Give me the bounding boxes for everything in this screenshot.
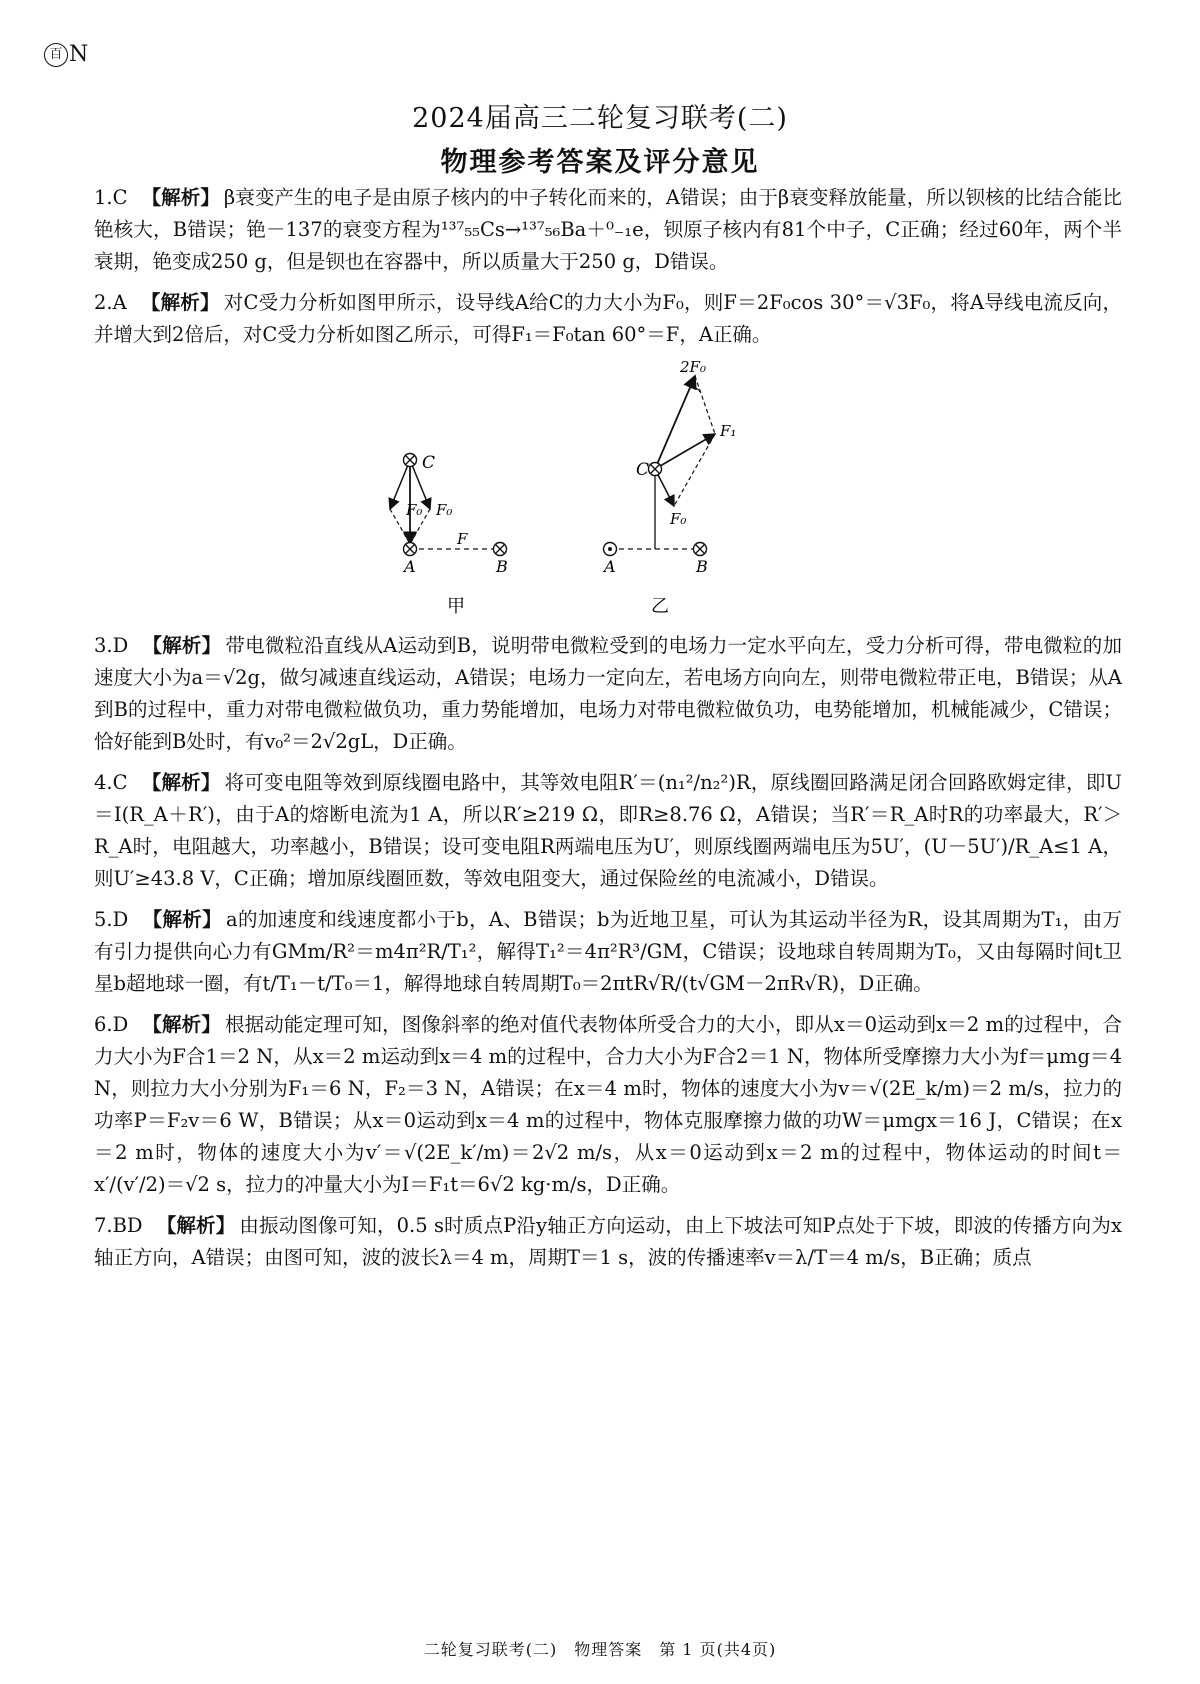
- force-diagram-svg: [94, 358, 1122, 620]
- question-number: 3.D: [94, 634, 129, 657]
- label-b: B: [496, 557, 508, 576]
- answer-content: [94, 182, 1122, 1283]
- question-1: [94, 182, 1122, 278]
- analysis-tag: 【解析】: [140, 291, 220, 314]
- question-number: 1.C: [94, 186, 128, 209]
- force-diagrams: [94, 358, 1122, 620]
- question-number: 5.D: [94, 908, 129, 931]
- wire-b-into-page-icon: [694, 543, 707, 556]
- caption-jia: 甲: [447, 596, 465, 617]
- question-text: 将可变电阻等效到原线圈电路中，其等效电阻R′＝(n₁²/n₂²)R，原线圈回路满足闭合回路欧姆定律，即U＝I(R_A＋R′)，由于A的熔断电流为1 A，所以R′≥219 Ω，即R≥8.76 Ω，A错误；当R′＝R_A时R的功率最大，R′＞R_A时，电阻越大，功率越小，B错误；设可变电阻R两端电压为U′，则原线圈两端电压为5U′，(U－5U′)/R_A≤1 A，则U′≥43.8 V，C正确；增加原线圈匝数，等效电阻变大，通过保险丝的电流减小，D错误。: [94, 771, 1122, 890]
- question-number: 6.D: [94, 1013, 129, 1036]
- logo-circle-char: 百: [44, 43, 68, 67]
- publisher-logo: [44, 42, 88, 67]
- answer-key-subtitle: 物理参考答案及评分意见: [440, 147, 760, 178]
- question-4: [94, 767, 1122, 895]
- question-text: β衰变产生的电子是由原子核内的中子转化而来的，A错误；由于β衰变释放能量，所以钡核的比结合能比铯核大，B错误；铯－137的衰变方程为¹³⁷₅₅Cs→¹³⁷₅₆Ba＋⁰₋₁e，钡原子核内有81个中子，C正确；经过60年，两个半衰期，铯变成250 g，但是钡也在容器中，所以质量大于250 g，D错误。: [94, 186, 1122, 273]
- analysis-tag: 【解析】: [141, 771, 221, 794]
- label-b: B: [696, 557, 708, 576]
- question-number: 7.BD: [94, 1214, 143, 1237]
- diagram-jia: [390, 453, 508, 617]
- analysis-tag: 【解析】: [142, 634, 222, 657]
- question-2: [94, 287, 1122, 351]
- label-a: A: [404, 557, 416, 576]
- wire-a-out-of-page-icon: [604, 543, 617, 556]
- question-number: 2.A: [94, 291, 127, 314]
- label-2f0: 2F₀: [680, 358, 706, 376]
- label-c: C: [636, 460, 650, 480]
- logo-letter: N: [69, 42, 89, 67]
- caption-yi: 乙: [651, 596, 669, 617]
- diagram-yi: [602, 358, 736, 617]
- wire-c-into-page-icon: [649, 463, 662, 476]
- question-text: 由振动图像可知，0.5 s时质点P沿y轴正方向运动，由上下坡法可知P点处于下坡，即波的传播方向为x轴正方向，A错误；由图可知，波的波长λ＝4 m，周期T＝1 s，波的传播速率v＝λ/T＝4 m/s，B正确；质点: [94, 1214, 1122, 1269]
- label-c: C: [422, 453, 436, 473]
- wire-b-into-page-icon: [494, 543, 507, 556]
- label-f0: F₀: [670, 510, 687, 528]
- question-number: 4.C: [94, 771, 128, 794]
- question-text: a的加速度和线速度都小于b，A、B错误；b为近地卫星，可认为其运动半径为R，设其周期为T₁，由万有引力提供向心力有GMm/R²＝m4π²R/T₁²，解得T₁²＝4π²R³/GM，C错误；设地球自转周期为T₀，又由每隔时间t卫星b超地球一圈，有t/T₁－t/T₀＝1，解得地球自转周期T₀＝2πtR√R/(t√GM－2πR√R)，D正确。: [94, 908, 1122, 995]
- wire-c-into-page-icon: [404, 454, 417, 467]
- label-a: A: [604, 557, 616, 576]
- exam-title: 2024届高三二轮复习联考(二): [412, 103, 788, 134]
- analysis-tag: 【解析】: [156, 1214, 236, 1237]
- label-f: F: [457, 530, 468, 548]
- question-text: 带电微粒沿直线从A运动到B，说明带电微粒受到的电场力一定水平向左，受力分析可得，带电微粒的加速度大小为a＝√2g，做匀减速直线运动，A错误；电场力一定向左，若电场方向向左，则带电微粒带正电，B错误；从A到B的过程中，重力对带电微粒做负功，重力势能增加，电场力对带电微粒做负功，电势能增加，机械能减少，C错误；恰好能到B处时，有v₀²＝2√2gL，D正确。: [94, 634, 1122, 753]
- page-footer: 二轮复习联考(二) 物理答案 第 1 页(共4页): [423, 1640, 777, 1659]
- label-f1: F₁: [720, 422, 737, 440]
- wire-a-into-page-icon: [404, 543, 417, 556]
- analysis-tag: 【解析】: [142, 1013, 221, 1036]
- question-text: 根据动能定理可知，图像斜率的绝对值代表物体所受合力的大小，即从x＝0运动到x＝2 m的过程中，合力大小为F合1＝2 N，从x＝2 m运动到x＝4 m的过程中，合力大小为F合2＝1 N，物体所受摩擦力大小为f＝μmg＝4 N，则拉力大小分别为F₁＝6 N，F₂＝3 N，A错误；在x＝4 m时，物体的速度大小为v＝√(2E_k/m)＝2 m/s，拉力的功率P＝F₂v＝6 W，B错误；从x＝0运动到x＝4 m的过程中，物体克服摩擦力做的功W＝μmgx＝16 J，C错误；在x＝2 m时，物体的速度大小为v′＝√(2E_k′/m)＝2√2 m/s，从x＝0运动到x＝2 m的过程中，物体运动的时间t＝x′/(v′/2)＝√2 s，拉力的冲量大小为I＝F₁t＝6√2 kg·m/s，D正确。: [94, 1013, 1122, 1196]
- question-3: [94, 630, 1122, 758]
- label-f0-right: F₀: [436, 501, 453, 519]
- question-6: [94, 1009, 1122, 1201]
- question-7: [94, 1210, 1122, 1274]
- analysis-tag: 【解析】: [141, 186, 220, 209]
- question-5: [94, 904, 1122, 1000]
- question-text: 对C受力分析如图甲所示，设导线A给C的力大小为F₀，则F＝2F₀cos 30°＝√3F₀，将A导线电流反向，并增大到2倍后，对C受力分析如图乙所示，可得F₁＝F₀tan 60°＝F，A正确。: [94, 291, 1122, 346]
- label-f0-left: F₀: [406, 501, 423, 519]
- analysis-tag: 【解析】: [142, 908, 222, 931]
